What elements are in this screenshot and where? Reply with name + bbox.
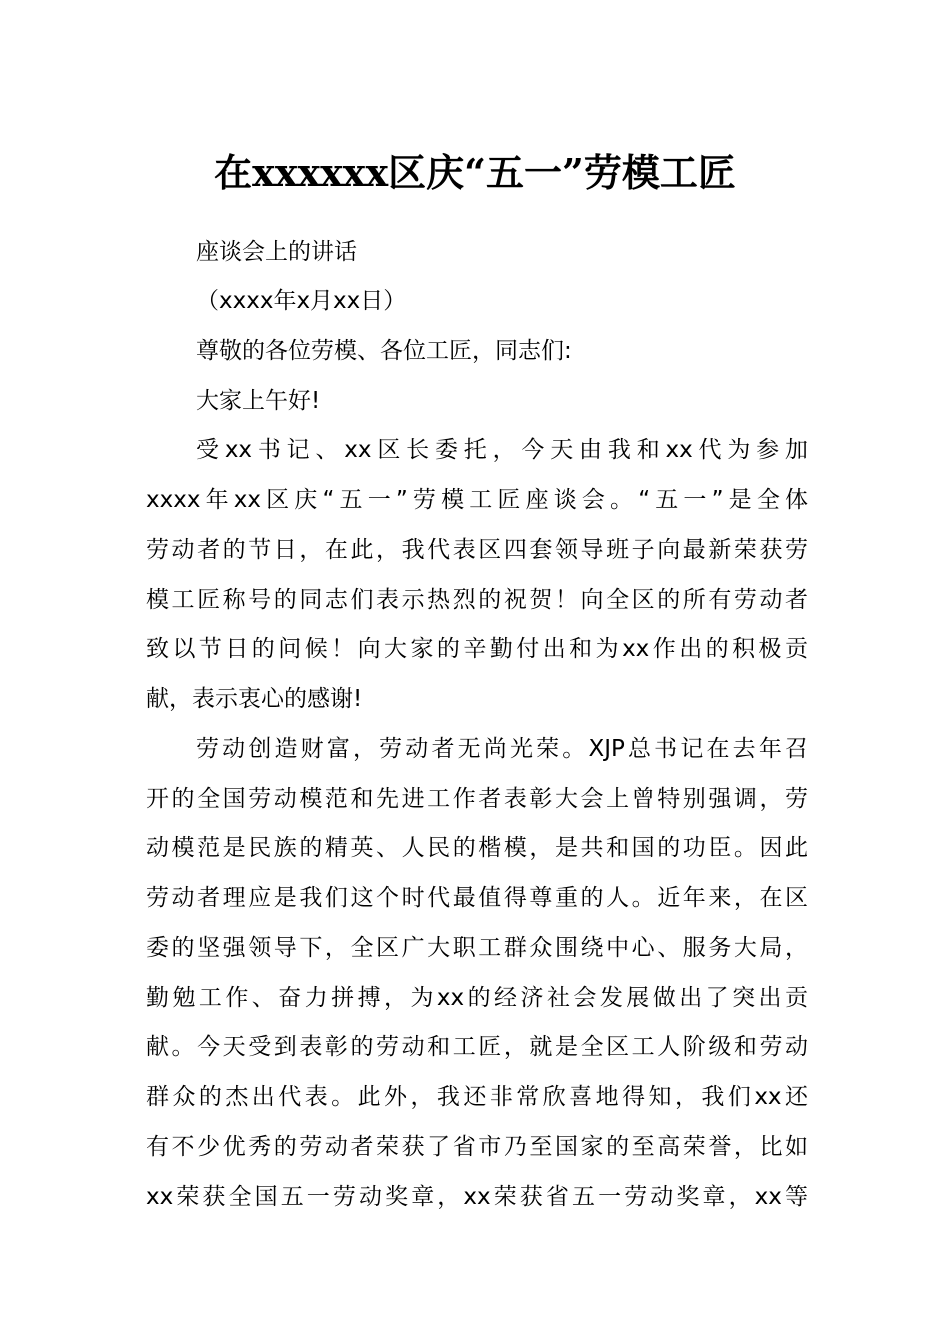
paragraph-2-line: 有不少优秀的劳动者荣获了省市乃至国家的至高荣誉，比如 bbox=[146, 1134, 808, 1160]
paragraph-2-line: 动模范是民族的精英、人民的楷模，是共和国的功臣。因此 bbox=[146, 835, 808, 861]
paragraph-1-line: xxxx年xx区庆“五一”劳模工匠座谈会。“五一”是全体 bbox=[146, 487, 808, 513]
paragraph-1-line: 模工匠称号的同志们表示热烈的祝贺！向全区的所有劳动者 bbox=[146, 587, 808, 613]
paragraph-1-line: 献，表示衷心的感谢! bbox=[146, 686, 363, 712]
document-title: 在xxxxxx区庆“五一”劳模工匠 bbox=[214, 150, 736, 195]
paragraph-2-line: 群众的杰出代表。此外，我还非常欣喜地得知，我们xx还 bbox=[146, 1084, 808, 1110]
paragraph-1-line: 致以节日的问候！向大家的辛勤付出和为xx作出的积极贡 bbox=[146, 636, 808, 662]
greeting: 大家上午好! bbox=[196, 388, 321, 414]
paragraph-2-line: 劳动者理应是我们这个时代最值得尊重的人。近年来，在区 bbox=[146, 885, 808, 911]
paragraph-2-line: 献。今天受到表彰的劳动和工匠，就是全区工人阶级和劳动 bbox=[146, 1034, 808, 1060]
document-date: （xxxx年x月xx日） bbox=[196, 288, 407, 314]
paragraph-2-line: 劳动创造财富，劳动者无尚光荣。XJP总书记在去年召 bbox=[196, 736, 808, 762]
paragraph-2-line: 委的坚强领导下，全区广大职工群众围绕中心、服务大局， bbox=[146, 935, 808, 961]
paragraph-2-line: xx荣获全国五一劳动奖章，xx荣获省五一劳动奖章，xx等 bbox=[146, 1184, 808, 1210]
paragraph-1-line: 受xx书记、xx区长委托，今天由我和xx代为参加 bbox=[196, 437, 808, 463]
paragraph-2-line: 开的全国劳动模范和先进工作者表彰大会上曾特别强调，劳 bbox=[146, 786, 808, 812]
paragraph-1-line: 劳动者的节日，在此，我代表区四套领导班子向最新荣获劳 bbox=[146, 537, 808, 563]
paragraph-2-line: 勤勉工作、奋力拼搏，为xx的经济社会发展做出了突出贡 bbox=[146, 985, 808, 1011]
document-subtitle: 座谈会上的讲话 bbox=[196, 239, 357, 265]
salutation: 尊敬的各位劳模、各位工匠，同志们: bbox=[196, 338, 572, 364]
